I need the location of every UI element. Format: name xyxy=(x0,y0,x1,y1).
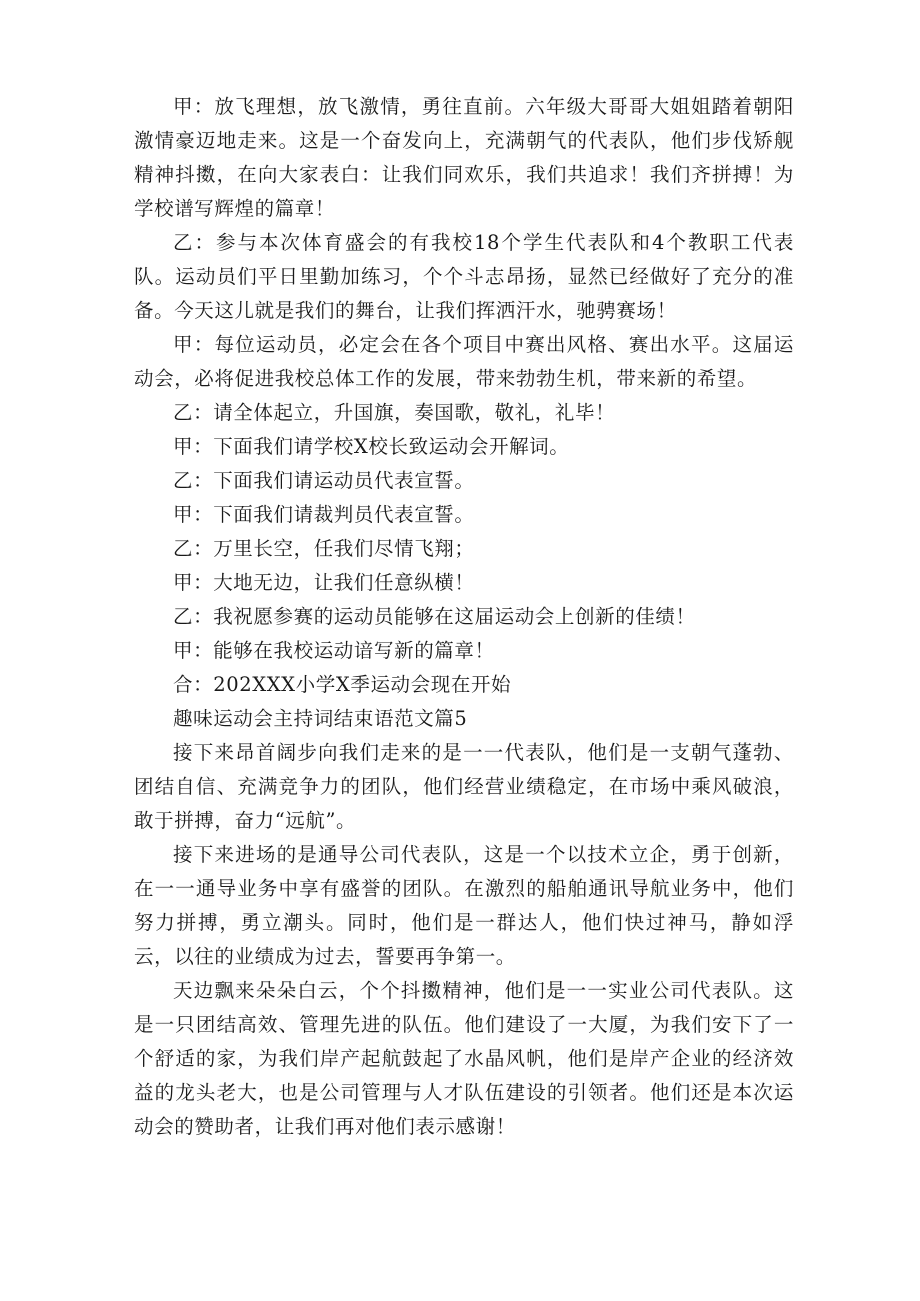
paragraph: 乙：万里长空，任我们尽情飞翔； xyxy=(173,537,475,560)
paragraph: 合：202XXX小学X季运动会现在开始 xyxy=(173,673,512,696)
paragraph: 甲：下面我们请裁判员代表宣誓。 xyxy=(173,503,475,526)
paragraph: 甲：能够在我校运动谙写新的篇章！ xyxy=(173,639,495,662)
paragraph: 乙：参与本次体育盛会的有我校18个学生代表队和4个教职工代表队。运动员们平日里勤加练习，个个斗志昂扬，显然已经做好了充分的准备。今天这儿就是我们的舞台，让我们挥洒汗水，驰骋赛场！ xyxy=(134,231,794,322)
paragraph: 乙：请全体起立，升国旗，奏国歌，敬礼，礼毕！ xyxy=(173,401,616,424)
paragraph: 接下来进场的是通导公司代表队，这是一个以技术立企，勇于创新，在一一通导业务中享有盛誉的团队。在激烈的船舶通讯导航业务中，他们努力拼搏，勇立潮头。同时，他们是一群达人，他们快过神马，静如浮云，以往的业绩成为过去，誓要再争第一。 xyxy=(134,843,794,968)
paragraph: 甲：下面我们请学校X校长致运动会开解词。 xyxy=(173,435,570,458)
paragraph: 甲：大地无边，让我们任意纵横！ xyxy=(173,571,475,594)
paragraph: 乙：我祝愿参赛的运动员能够在这届运动会上创新的佳绩！ xyxy=(173,605,696,628)
paragraph: 天边飘来朵朵白云，个个抖擞精神，他们是一一实业公司代表队。这是一只团结高效、管理先进的队伍。他们建设了一大厦，为我们安下了一个舒适的家，为我们岸产起航鼓起了水晶风帆，他们是岸产企业的经济效益的龙头老大，也是公司管理与人才队伍建设的引领者。他们还是本次运动会的赞助者，让我们再对他们表示感谢！ xyxy=(134,979,794,1138)
document-body xyxy=(134,90,794,1144)
paragraph: 甲：放飞理想，放飞激情，勇往直前。六年级大哥哥大姐姐踏着朝阳激情豪迈地走来。这是一个奋发向上，充满朝气的代表队，他们步伐矫舰精神抖擞，在向大家表白：让我们同欢乐，我们共追求！我们齐拼搏！为学校谱写辉煌的篇章！ xyxy=(134,95,794,220)
paragraph: 甲：每位运动员，必定会在各个项目中赛出风格、赛出水平。这届运动会，必将促进我校总体工作的发展，带来勃勃生机，带来新的希望。 xyxy=(134,333,794,390)
paragraph: 乙：下面我们请运动员代表宣誓。 xyxy=(173,469,475,492)
section-heading: 趣味运动会主持词结束语范文篇5 xyxy=(173,707,468,730)
paragraph: 接下来昂首阔步向我们走来的是一一代表队，他们是一支朝气蓬勃、团结自信、充满竞争力的团队，他们经营业绩稳定，在市场中乘风破浪，敢于拼搏，奋力“远航”。 xyxy=(134,741,794,832)
